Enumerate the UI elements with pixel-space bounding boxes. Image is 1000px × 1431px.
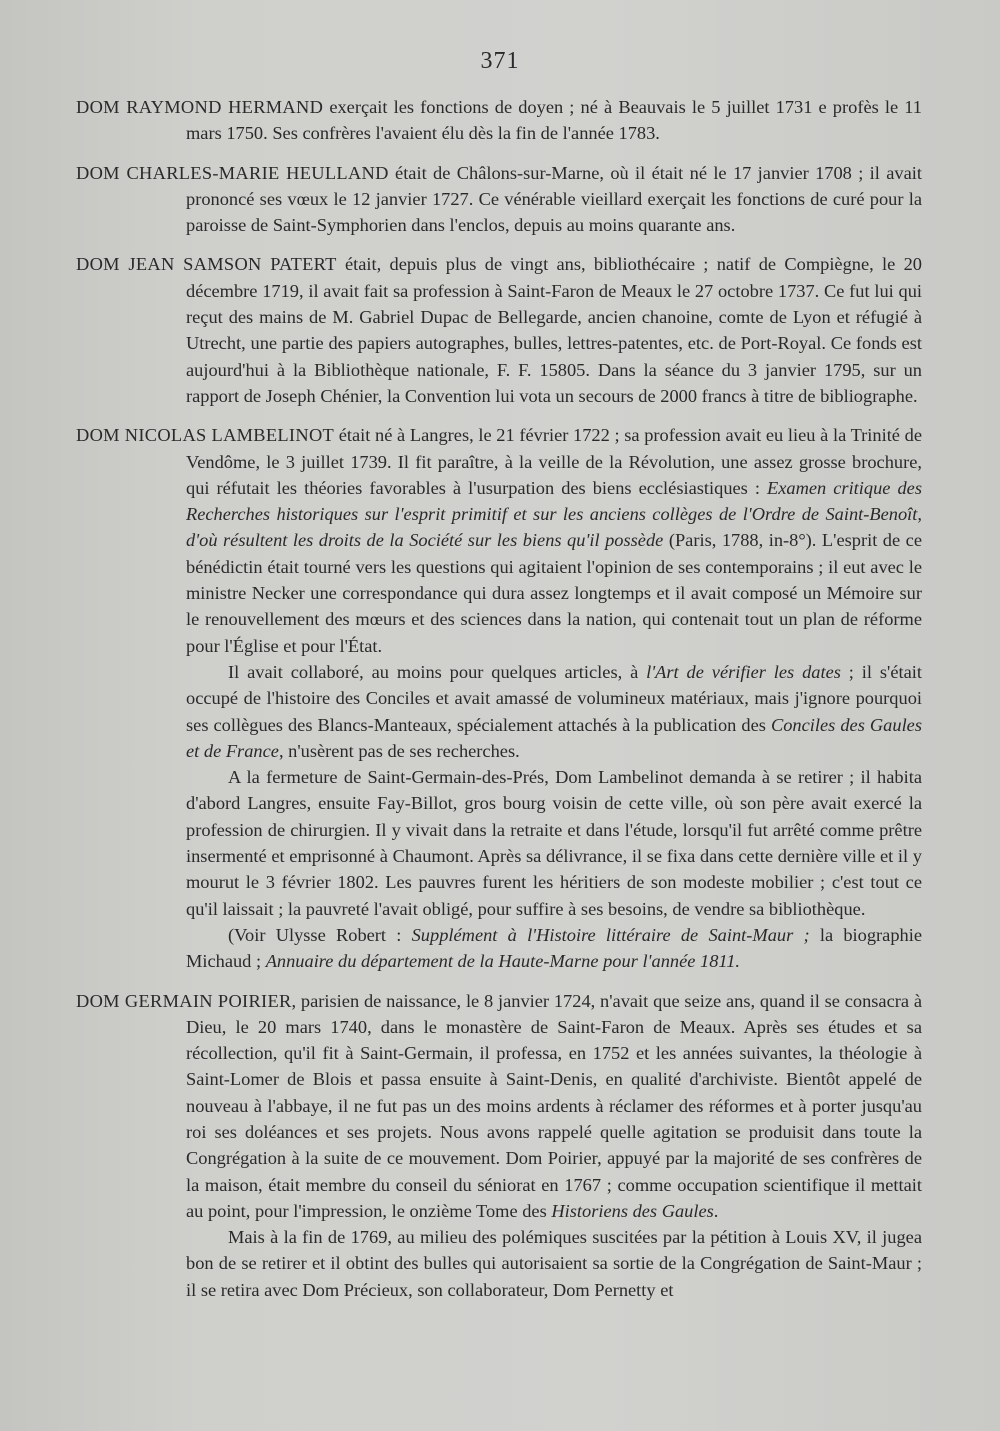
- entry-paragraph: [76, 659, 922, 764]
- entry-text: , parisien de naissance, le 8 janvier 1724, n'avait que seize ans, quand il se consacra à Dieu, le 20 mars 1740, dans le monastère de Saint-Faron de Meaux. Après ses études et sa récollection, qu'il fit à Saint-Germain, il professa, en 1752 et les années suivantes, la théologie à Saint-Lomer de Blois et passa ensuite à Saint-Denis, en qualité d'archiviste. Bientôt appelé de nouveau à l'abbaye, il ne fut pas un des moins ardents à réclamer des réformes et à porter jusqu'au roi ses doléances et ses projets. Nous avons rappelé quelle agitation se produisit dans toute la Congrégation à la suite de ce mouvement. Dom Poirier, appuyé par la majorité de ses confrères de la maison, était membre du conseil du séniorat en 1767 ; comme occupation scientifique il mettait au point, pour l'impression, le onzième Tome des: [186, 990, 922, 1221]
- book-title: Conciles des Gaules et de France: [186, 714, 923, 761]
- entry-name: DOM NICOLAS LAMBELINOT: [76, 425, 335, 446]
- entry-text: était de Châlons-sur-Marne, où il était né le 17 janvier 1708 ; il avait prononcé ses vœux le 12 janvier 1727. Ce vénérable vieillard exerçait les fonctions de curé pour la paroisse de Saint-Symphorien dans l'enclos, depuis au moins quarante ans.: [186, 162, 922, 236]
- entry-text: était, depuis plus de vingt ans, bibliothécaire ; natif de Compiègne, le 20 décembre 1719, il avait fait sa profession à Saint-Faron de Meaux le 27 octobre 1737. Ce fut lui qui reçut des mains de M. Gabriel Dupac de Bellegarde, ancien chanoine, comte de Lyon et réfugié à Utrecht, une partie des papiers autographes, bulles, lettres-patentes, etc. de Port-Royal. Ce fonds est aujourd'hui à la Bibliothèque nationale, F. F. 15805. Dans la séance du 3 janvier 1795, sur un rapport de Joseph Chénier, la Convention lui vota un secours de 2000 francs à titre de bibliographe.: [186, 254, 922, 406]
- page-number: 371: [480, 48, 520, 74]
- entry-paragraph: [76, 988, 922, 1225]
- entry-text: ; il s'était occupé de l'histoire des Conciles et avait amassé de volumineux matériaux, mais j'ignore pourquoi ses collègues des Blancs-Manteaux, spécialement attachés à la publication des: [186, 661, 922, 735]
- entry-text: (Voir Ulysse Robert :: [228, 924, 412, 945]
- entry-text: , n'usèrent pas de ses recherches.: [278, 740, 520, 761]
- entry-paragraph: [76, 1224, 922, 1303]
- entry-hermand: [76, 94, 922, 147]
- entry-text: Mais à la fin de 1769, au milieu des polémiques suscitées par la pétition à Louis XV, il jugea bon de se retirer et il obtint des bulles qui autorisaient sa sortie de la Congrégation de Saint-Maur ; il se retira avec Dom Précieux, son collaborateur, Dom Pernetty et: [186, 1227, 922, 1300]
- book-title: Supplément à l'Histoire littéraire de Saint-Maur ;: [411, 924, 810, 945]
- entry-text: (Paris, 1788, in-8°). L'esprit de ce bénédictin était tourné vers les questions qui agitaient l'opinion de ses contemporains ; il eut avec le ministre Necker une correspondance qui dura assez longtemps et il avait composé un Mémoire sur le renouvellement des mœurs et des sciences dans la nation, qui contenait tout un plan de réforme pour l'Église et pour l'État.: [186, 530, 922, 656]
- book-title: Historiens des Gaules: [551, 1200, 714, 1221]
- book-title: Examen critique des Recherches historiques sur l'esprit primitif et sur les anciens collèges de l'Ordre de Saint-Benoît, d'où résultent les droits de la Société sur les biens qu'il possède: [186, 477, 922, 551]
- entry-text: Il avait collaboré, au moins pour quelques articles, à: [228, 661, 647, 682]
- page-body: [76, 94, 922, 1316]
- entry-poirier: [76, 988, 922, 1304]
- entry-paragraph: [76, 422, 922, 659]
- entry-patert: [76, 251, 922, 409]
- entry-name: DOM CHARLES-MARIE HEULLAND: [76, 162, 389, 183]
- entry-text: exerçait les fonctions de doyen ; né à Beauvais le 5 juillet 1731 e profès le 11 mars 1750. Ses confrères l'avaient élu dès la fin de l'année 1783.: [186, 97, 922, 144]
- entry-name: DOM JEAN SAMSON PATERT: [76, 254, 337, 275]
- entry-text: .: [713, 1200, 719, 1221]
- entry-paragraph: [76, 160, 922, 239]
- entry-paragraph: [76, 251, 922, 409]
- entry-name: DOM GERMAIN POIRIER: [76, 990, 292, 1011]
- entry-text: était né à Langres, le 21 février 1722 ; sa profession avait eu lieu à la Trinité de Vendôme, le 3 juillet 1739. Il fit paraître, à la veille de la Révolution, une assez grosse brochure, qui réfutait les théories favorables à l'usurpation des biens ecclésiastiques :: [186, 425, 922, 498]
- entry-paragraph: [76, 764, 922, 922]
- entry-text: A la fermeture de Saint-Germain-des-Prés, Dom Lambelinot demanda à se retirer ; il habita d'abord Langres, ensuite Fay-Billot, gros bourg voisin de cette ville, où son père avait exercé la profession de chirurgien. Il y vivait dans la retraite et dans l'étude, lorsqu'il fut arrêté comme prêtre insermenté et emprisonné à Chaumont. Après sa délivrance, il se fixa dans cette dernière ville et il y mourut le 3 février 1802. Les pauvres furent les héritiers de son modeste mobilier ; c'est tout ce qu'il laissait ; la pauvreté l'avait obligé, pour suffire à ses besoins, de vendre sa bibliothèque.: [186, 767, 922, 919]
- book-title: Annuaire du département de la Haute-Marne pour l'année 1811.: [265, 951, 741, 972]
- entry-paragraph: [76, 94, 922, 147]
- entry-name: DOM RAYMOND HERMAND: [76, 97, 324, 117]
- entry-lambelinot: [76, 422, 922, 974]
- book-title: l'Art de vérifier les dates: [646, 661, 841, 682]
- entry-text: la biographie Michaud ;: [186, 924, 922, 972]
- entry-paragraph: [76, 922, 922, 975]
- entry-heulland: [76, 160, 922, 239]
